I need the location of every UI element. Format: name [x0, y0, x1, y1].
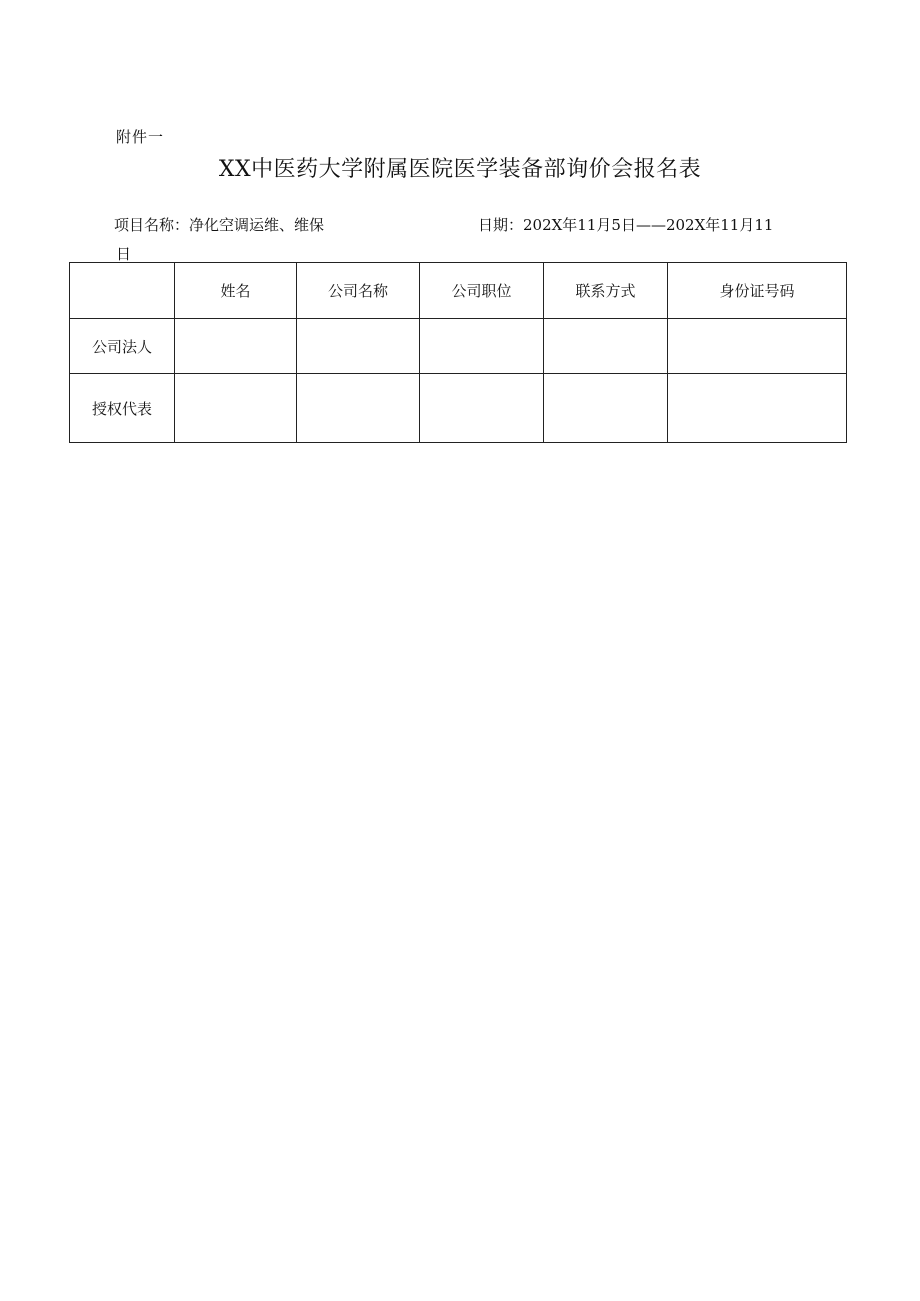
table-row-legal-representative — [70, 319, 847, 374]
company-name-field[interactable] — [297, 374, 420, 443]
row-label: 公司法人 — [70, 319, 175, 374]
company-name-field[interactable] — [297, 319, 420, 374]
company-position-field[interactable] — [420, 374, 544, 443]
id-number-field[interactable] — [668, 374, 847, 443]
date-range: 日期：202X年11月5日——202X年11月11 — [478, 216, 774, 234]
registration-table — [69, 262, 847, 443]
attachment-label: 附件一 — [116, 128, 165, 146]
header-cell-company-name: 公司名称 — [297, 263, 420, 319]
header-cell-blank — [70, 263, 175, 319]
header-cell-contact: 联系方式 — [544, 263, 668, 319]
header-cell-id-number: 身份证号码 — [668, 263, 847, 319]
table-header-row — [70, 263, 847, 319]
table-row-authorized-representative — [70, 374, 847, 443]
header-cell-name: 姓名 — [175, 263, 297, 319]
company-position-field[interactable] — [420, 319, 544, 374]
header-cell-company-position: 公司职位 — [420, 263, 544, 319]
project-name: 项目名称：净化空调运维、维保 — [114, 216, 325, 234]
project-name-continuation: 日 — [116, 245, 132, 263]
contact-field[interactable] — [544, 374, 668, 443]
page-title: XX中医药大学附属医院医学装备部询价会报名表 — [218, 157, 702, 182]
id-number-field[interactable] — [668, 319, 847, 374]
contact-field[interactable] — [544, 319, 668, 374]
row-label: 授权代表 — [70, 374, 175, 443]
name-field[interactable] — [175, 374, 297, 443]
name-field[interactable] — [175, 319, 297, 374]
